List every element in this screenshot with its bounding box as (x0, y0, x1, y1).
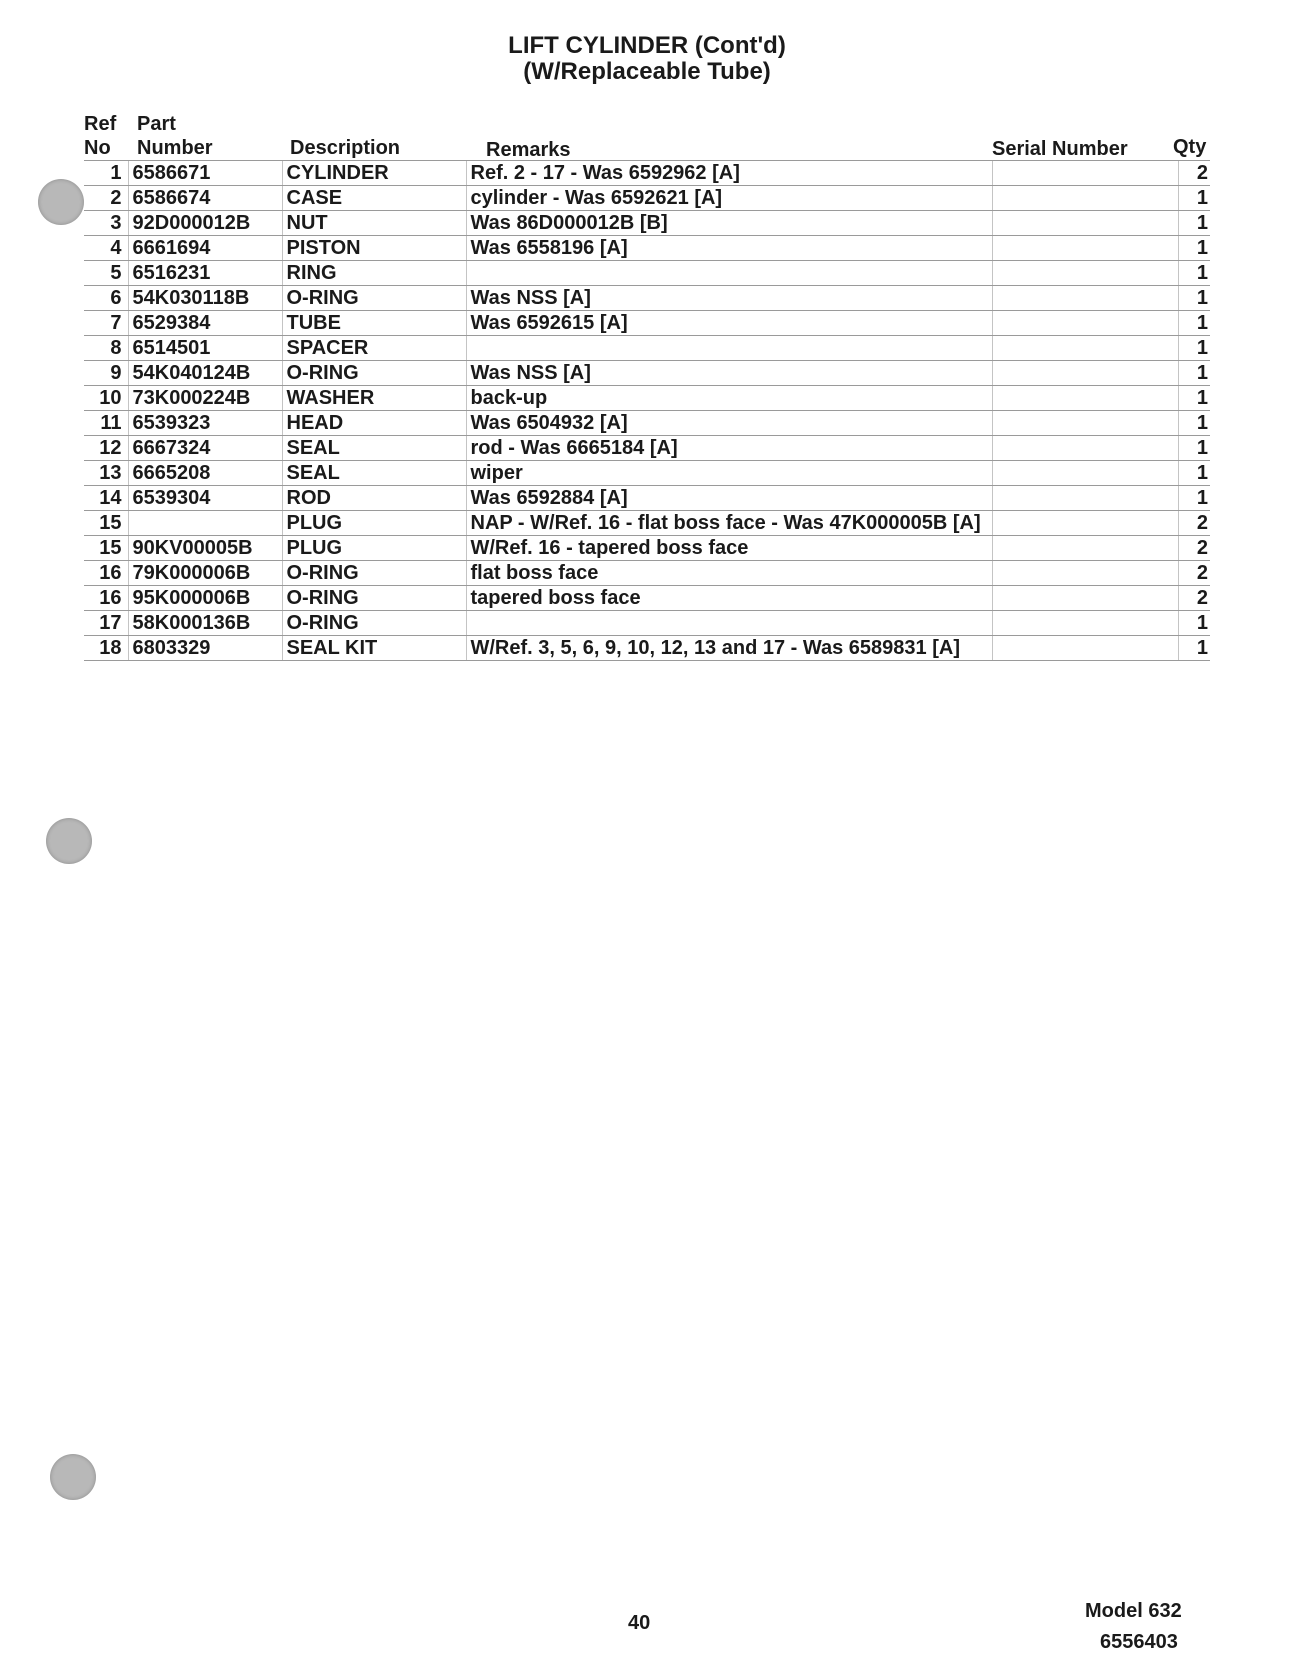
cell-qty: 1 (1178, 611, 1210, 636)
cell-serial-number (992, 261, 1178, 286)
cell-qty: 1 (1178, 236, 1210, 261)
table-row (84, 261, 1210, 286)
cell-qty: 1 (1178, 411, 1210, 436)
table-row (84, 336, 1210, 361)
header-qty: Qty (1173, 136, 1207, 158)
header-remarks: Remarks (486, 139, 571, 161)
cell-ref-no: 11 (84, 411, 128, 436)
cell-remarks: W/Ref. 16 - tapered boss face (466, 536, 992, 561)
cell-serial-number (992, 361, 1178, 386)
cell-qty: 2 (1178, 586, 1210, 611)
table-row (84, 636, 1210, 661)
cell-description: CASE (282, 186, 466, 211)
cell-qty: 1 (1178, 386, 1210, 411)
cell-serial-number (992, 336, 1178, 361)
cell-part-number: 54K030118B (128, 286, 282, 311)
cell-qty: 1 (1178, 286, 1210, 311)
cell-description: O-RING (282, 286, 466, 311)
cell-part-number: 6539323 (128, 411, 282, 436)
cell-description: WASHER (282, 386, 466, 411)
cell-serial-number (992, 161, 1178, 186)
cell-serial-number (992, 486, 1178, 511)
table-row (84, 311, 1210, 336)
cell-serial-number (992, 511, 1178, 536)
cell-serial-number (992, 561, 1178, 586)
cell-part-number: 6665208 (128, 461, 282, 486)
cell-serial-number (992, 311, 1178, 336)
cell-description: HEAD (282, 411, 466, 436)
cell-part-number: 95K000006B (128, 586, 282, 611)
cell-serial-number (992, 636, 1178, 661)
cell-description: SEAL (282, 436, 466, 461)
table-row (84, 536, 1210, 561)
cell-ref-no: 15 (84, 511, 128, 536)
table-row (84, 436, 1210, 461)
cell-qty: 1 (1178, 261, 1210, 286)
header-serial-number: Serial Number (992, 138, 1128, 160)
page-number: 40 (628, 1612, 651, 1634)
cell-description: ROD (282, 486, 466, 511)
cell-serial-number (992, 286, 1178, 311)
cell-qty: 1 (1178, 186, 1210, 211)
cell-ref-no: 13 (84, 461, 128, 486)
cell-ref-no: 15 (84, 536, 128, 561)
cell-ref-no: 7 (84, 311, 128, 336)
document-number-cut-off (1100, 1631, 1180, 1653)
cell-ref-no: 5 (84, 261, 128, 286)
cell-description: O-RING (282, 361, 466, 386)
cell-remarks: flat boss face (466, 561, 992, 586)
table-row (84, 236, 1210, 261)
cell-serial-number (992, 461, 1178, 486)
header-no: No (84, 137, 111, 159)
cell-ref-no: 9 (84, 361, 128, 386)
parts-table (84, 160, 1210, 661)
cell-ref-no: 16 (84, 561, 128, 586)
cell-ref-no: 8 (84, 336, 128, 361)
cell-ref-no: 14 (84, 486, 128, 511)
cell-remarks (466, 261, 992, 286)
cell-ref-no: 18 (84, 636, 128, 661)
cell-description: O-RING (282, 561, 466, 586)
cell-description: O-RING (282, 611, 466, 636)
page-subtitle: (W/Replaceable Tube) (523, 58, 771, 85)
cell-description: SEAL (282, 461, 466, 486)
cell-serial-number (992, 611, 1178, 636)
cell-part-number: 79K000006B (128, 561, 282, 586)
cell-qty: 1 (1178, 436, 1210, 461)
table-row (84, 286, 1210, 311)
cell-qty: 1 (1178, 211, 1210, 236)
cell-part-number (128, 511, 282, 536)
cell-ref-no: 17 (84, 611, 128, 636)
cell-description: PISTON (282, 236, 466, 261)
cell-qty: 1 (1178, 336, 1210, 361)
cell-part-number: 6529384 (128, 311, 282, 336)
cell-remarks: Was NSS [A] (466, 361, 992, 386)
table-row (84, 561, 1210, 586)
cell-ref-no: 6 (84, 286, 128, 311)
cell-qty: 2 (1178, 161, 1210, 186)
cell-description: PLUG (282, 511, 466, 536)
cell-serial-number (992, 436, 1178, 461)
cell-qty: 1 (1178, 636, 1210, 661)
cell-remarks: tapered boss face (466, 586, 992, 611)
table-row (84, 486, 1210, 511)
cell-qty: 1 (1178, 461, 1210, 486)
cell-description: NUT (282, 211, 466, 236)
cell-remarks: Was NSS [A] (466, 286, 992, 311)
cell-ref-no: 16 (84, 586, 128, 611)
cell-remarks: Was 6592884 [A] (466, 486, 992, 511)
table-row (84, 586, 1210, 611)
cell-ref-no: 2 (84, 186, 128, 211)
cell-remarks: W/Ref. 3, 5, 6, 9, 10, 12, 13 and 17 - Was 6589831 [A] (466, 636, 992, 661)
cell-qty: 2 (1178, 511, 1210, 536)
cell-description: O-RING (282, 586, 466, 611)
cell-ref-no: 12 (84, 436, 128, 461)
parts-table-body (84, 161, 1210, 661)
cell-remarks: cylinder - Was 6592621 [A] (466, 186, 992, 211)
table-row (84, 161, 1210, 186)
cell-description: PLUG (282, 536, 466, 561)
cell-remarks: Was 6504932 [A] (466, 411, 992, 436)
document-number: 6556403 (1100, 1631, 1178, 1653)
cell-ref-no: 1 (84, 161, 128, 186)
cell-serial-number (992, 236, 1178, 261)
table-row (84, 361, 1210, 386)
table-row (84, 386, 1210, 411)
cell-ref-no: 10 (84, 386, 128, 411)
header-part: Part (137, 113, 176, 135)
cell-part-number: 73K000224B (128, 386, 282, 411)
header-number: Number (137, 137, 213, 159)
page-title: LIFT CYLINDER (Cont'd) (508, 32, 786, 59)
cell-remarks: NAP - W/Ref. 16 - flat boss face - Was 47K000005B [A] (466, 511, 992, 536)
cell-remarks: Was 86D000012B [B] (466, 211, 992, 236)
cell-ref-no: 4 (84, 236, 128, 261)
cell-part-number: 6516231 (128, 261, 282, 286)
table-row (84, 611, 1210, 636)
cell-part-number: 54K040124B (128, 361, 282, 386)
cell-description: CYLINDER (282, 161, 466, 186)
binder-hole-middle (46, 818, 92, 864)
cell-part-number: 6803329 (128, 636, 282, 661)
cell-remarks: back-up (466, 386, 992, 411)
cell-part-number: 6661694 (128, 236, 282, 261)
cell-remarks (466, 611, 992, 636)
cell-remarks: Was 6592615 [A] (466, 311, 992, 336)
cell-part-number: 6586671 (128, 161, 282, 186)
cell-part-number: 92D000012B (128, 211, 282, 236)
table-row (84, 211, 1210, 236)
cell-description: SEAL KIT (282, 636, 466, 661)
cell-serial-number (992, 411, 1178, 436)
table-row (84, 186, 1210, 211)
cell-serial-number (992, 386, 1178, 411)
binder-hole-bottom (50, 1454, 96, 1500)
cell-description: SPACER (282, 336, 466, 361)
model-label: Model 632 (1085, 1600, 1182, 1622)
cell-part-number: 6514501 (128, 336, 282, 361)
cell-remarks: Ref. 2 - 17 - Was 6592962 [A] (466, 161, 992, 186)
binder-hole-top (38, 179, 84, 225)
cell-remarks (466, 336, 992, 361)
cell-qty: 1 (1178, 361, 1210, 386)
table-row (84, 411, 1210, 436)
cell-ref-no: 3 (84, 211, 128, 236)
cell-remarks: wiper (466, 461, 992, 486)
table-row (84, 461, 1210, 486)
cell-part-number: 90KV00005B (128, 536, 282, 561)
cell-serial-number (992, 211, 1178, 236)
table-row (84, 511, 1210, 536)
cell-part-number: 6667324 (128, 436, 282, 461)
cell-description: RING (282, 261, 466, 286)
cell-serial-number (992, 186, 1178, 211)
cell-qty: 1 (1178, 311, 1210, 336)
cell-qty: 2 (1178, 536, 1210, 561)
cell-serial-number (992, 586, 1178, 611)
cell-qty: 2 (1178, 561, 1210, 586)
cell-serial-number (992, 536, 1178, 561)
cell-remarks: Was 6558196 [A] (466, 236, 992, 261)
cell-part-number: 58K000136B (128, 611, 282, 636)
header-ref: Ref (84, 113, 117, 135)
cell-remarks: rod - Was 6665184 [A] (466, 436, 992, 461)
cell-part-number: 6539304 (128, 486, 282, 511)
cell-part-number: 6586674 (128, 186, 282, 211)
cell-qty: 1 (1178, 486, 1210, 511)
cell-description: TUBE (282, 311, 466, 336)
header-description: Description (290, 137, 401, 159)
